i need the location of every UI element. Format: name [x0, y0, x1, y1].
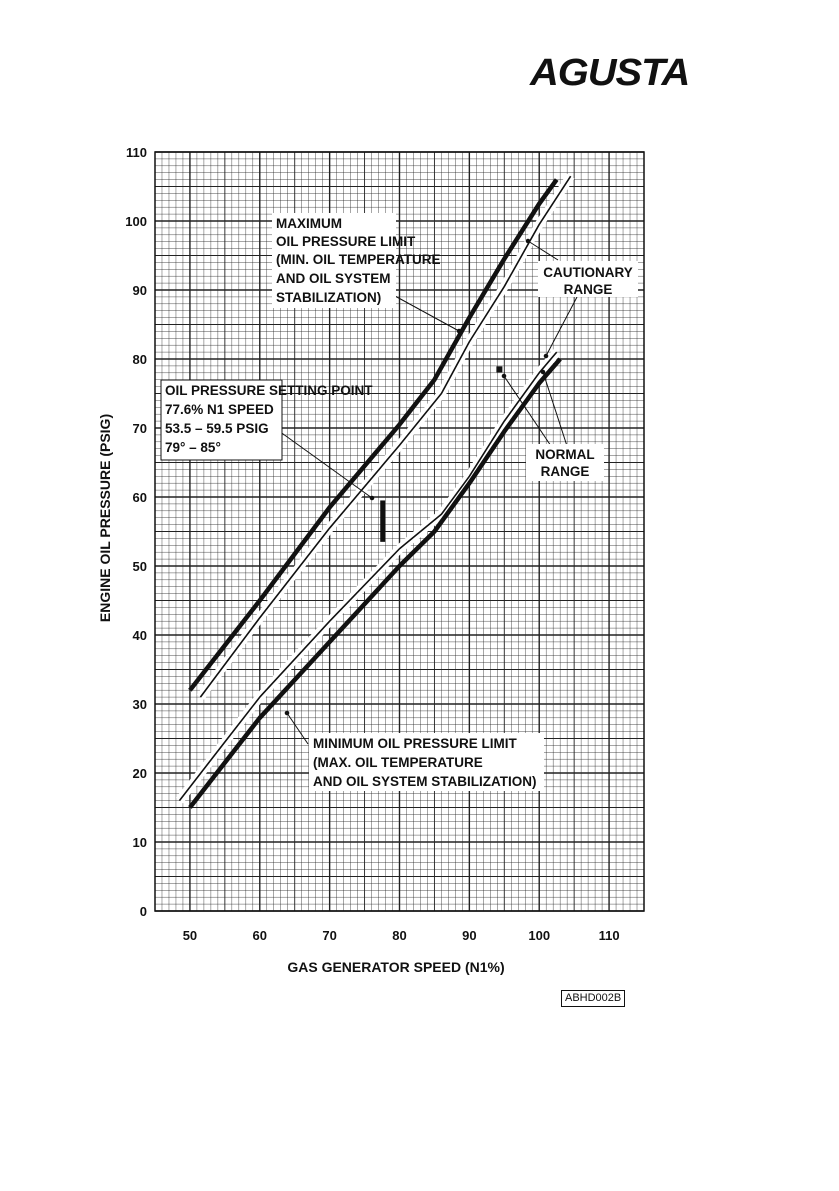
- setting-point-leader: [272, 426, 372, 498]
- max-limit-leader: [395, 296, 459, 331]
- figure-code: ABHD002B: [561, 990, 625, 1007]
- x-tick-label: 90: [462, 928, 477, 943]
- cautionary-label-1: CAUTIONARY: [543, 265, 633, 280]
- y-tick-label: 80: [132, 352, 147, 367]
- max-limit-label-1: MAXIMUM: [276, 216, 342, 231]
- oil-pressure-setting-bar: [380, 500, 385, 541]
- setting-point-label-3: 53.5 – 59.5 PSIG: [165, 421, 269, 436]
- x-tick-label: 80: [392, 928, 407, 943]
- min-limit-label-1: MINIMUM OIL PRESSURE LIMIT: [313, 736, 517, 751]
- y-tick-label: 40: [132, 628, 147, 643]
- max-limit-label-2: OIL PRESSURE LIMIT: [276, 234, 416, 249]
- x-tick-label: 50: [182, 928, 198, 943]
- y-tick-label: 110: [126, 145, 147, 160]
- y-tick-label: 20: [132, 766, 147, 781]
- y-tick-label: 60: [132, 490, 147, 505]
- normal-label-2: RANGE: [540, 464, 590, 479]
- normal-label-1: NORMAL: [535, 447, 595, 462]
- y-tick-label: 50: [132, 559, 147, 574]
- y-tick-label: 90: [132, 283, 147, 298]
- y-tick-label: 10: [132, 835, 147, 850]
- max-limit-label-5: STABILIZATION): [276, 290, 382, 305]
- y-tick-label: 30: [132, 697, 147, 712]
- setting-point-label-4: 79° – 85°: [165, 440, 221, 455]
- x-axis-ticks: [183, 928, 620, 943]
- leader-lines: [272, 239, 577, 744]
- y-tick-label: 0: [139, 904, 147, 919]
- setting-point-label-2: 77.6% N1 SPEED: [165, 402, 274, 417]
- y-axis-label: ENGINE OIL PRESSURE (PSIG): [97, 413, 113, 623]
- x-tick-label: 110: [598, 928, 620, 943]
- y-axis-ticks: [125, 145, 147, 919]
- max-limit-label-3: (MIN. OIL TEMPERATURE: [276, 252, 441, 267]
- setting-point-label-1: OIL PRESSURE SETTING POINT: [165, 383, 373, 398]
- min-limit-label-3: AND OIL SYSTEM STABILIZATION): [313, 774, 537, 789]
- agusta-logo: AGUSTA: [530, 52, 690, 94]
- y-tick-label: 100: [125, 214, 147, 229]
- y-tick-label: 70: [132, 421, 147, 436]
- x-tick-label: 60: [252, 928, 268, 943]
- cautionary-label-2: RANGE: [563, 282, 613, 297]
- x-axis-label: GAS GENERATOR SPEED (N1%): [287, 959, 505, 975]
- x-tick-label: 70: [322, 928, 337, 943]
- normal-range-marker: [496, 366, 502, 372]
- min-limit-label-2: (MAX. OIL TEMPERATURE: [313, 755, 483, 770]
- max-limit-label-4: AND OIL SYSTEM: [276, 271, 391, 286]
- x-tick-label: 100: [528, 928, 551, 943]
- cautionary-leader-1: [528, 241, 558, 260]
- cautionary-leader-2: [546, 297, 577, 356]
